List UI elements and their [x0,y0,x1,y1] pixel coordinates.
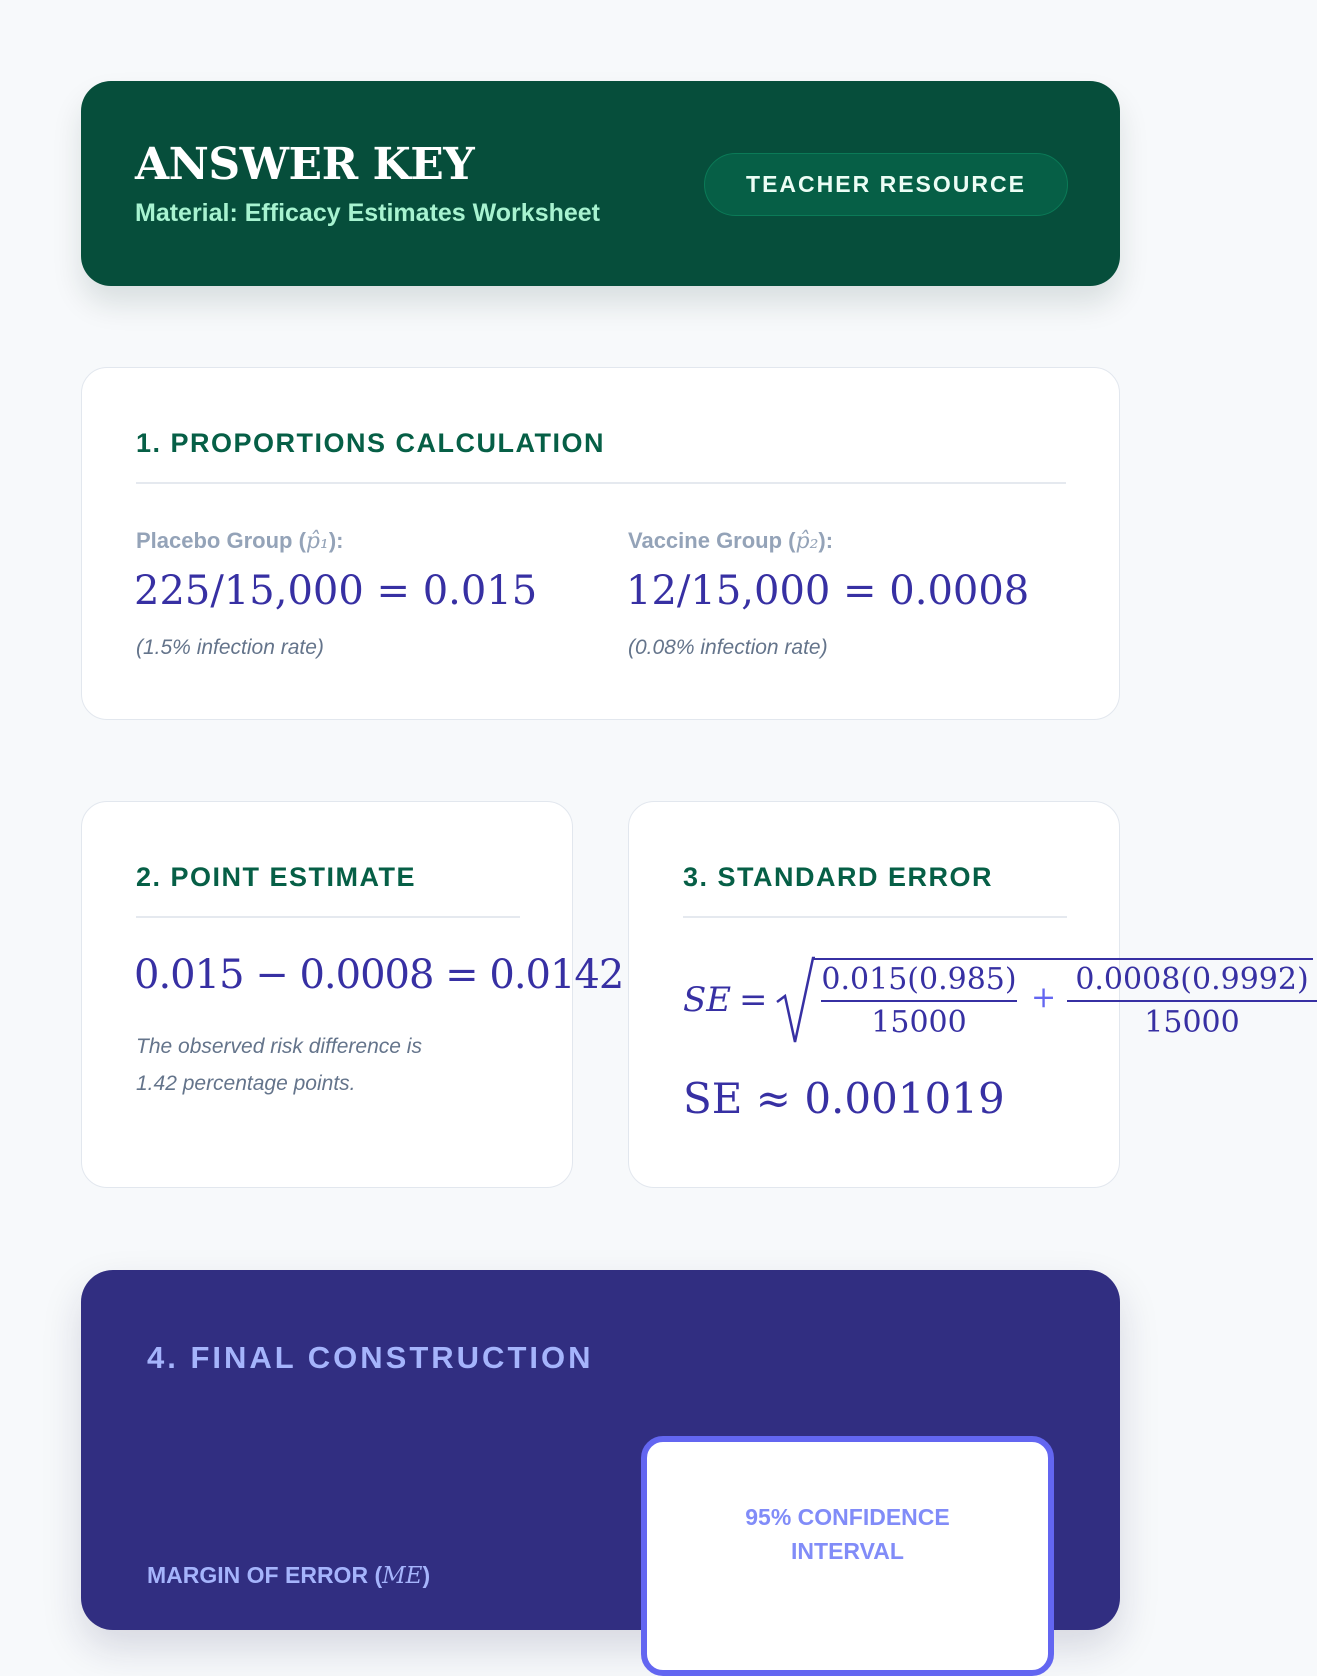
standard-error-card [628,801,1309,1188]
p-hat-1-symbol: p̂₁ [305,529,329,554]
material-subtitle: Material: Efficacy Estimates Worksheet [135,199,601,227]
section-title: 1. PROPORTIONS CALCULATION [136,428,606,458]
se-symbol: SE [683,980,732,1020]
vaccine-group-label: Vaccine Group (p̂₂): [628,528,834,554]
section-divider [136,482,1066,484]
teacher-resource-badge: TEACHER RESOURCE [704,153,1068,216]
p-hat-2-symbol: p̂₂ [795,529,819,554]
point-estimate-note: The observed risk difference is 1.42 percentage points. [136,1035,422,1095]
section-divider [683,916,1067,918]
fraction-1-numerator: 0.015(0.985) [821,962,1017,997]
vaccine-note: (0.08% infection rate) [628,636,828,659]
placebo-equation: 225/15,000 = 0.015 [134,568,538,614]
point-estimate-card [81,801,624,1188]
point-estimate-equation: 0.015 − 0.0008 = 0.0142 [134,952,624,998]
confidence-interval-label: 95% CONFIDENCE INTERVAL [745,1504,950,1564]
square-root-icon [775,950,815,1050]
se-result: SE ≈ 0.001019 [683,1074,1005,1123]
section-title: 4. FINAL CONSTRUCTION [147,1340,594,1375]
fraction-2-numerator: 0.0008(0.9992) [1075,962,1309,997]
placebo-group-label: Placebo Group (p̂₁): [136,528,344,554]
placebo-note: (1.5% infection rate) [136,636,324,659]
fraction-2 [1067,960,1317,1044]
vaccine-equation: 12/15,000 = 0.0008 [626,568,1030,614]
me-symbol: ME [382,1563,423,1589]
plus-sign: + [1031,980,1057,1015]
fraction-1 [821,960,1017,1044]
answer-key-header [81,81,1120,286]
fraction-1-denominator: 15000 [871,1005,967,1040]
section-title: 3. STANDARD ERROR [683,862,994,892]
equals-sign: = [739,980,768,1020]
section-title: 2. POINT ESTIMATE [136,862,417,892]
margin-of-error-label: MARGIN OF ERROR (ME) [147,1562,431,1589]
confidence-interval-box [641,1436,1054,1676]
fraction-2-denominator: 15000 [1144,1005,1240,1040]
proportions-card [81,367,1120,720]
section-divider [136,916,520,918]
page-title: ANSWER KEY [135,139,475,190]
final-construction-panel [81,1270,1120,1630]
